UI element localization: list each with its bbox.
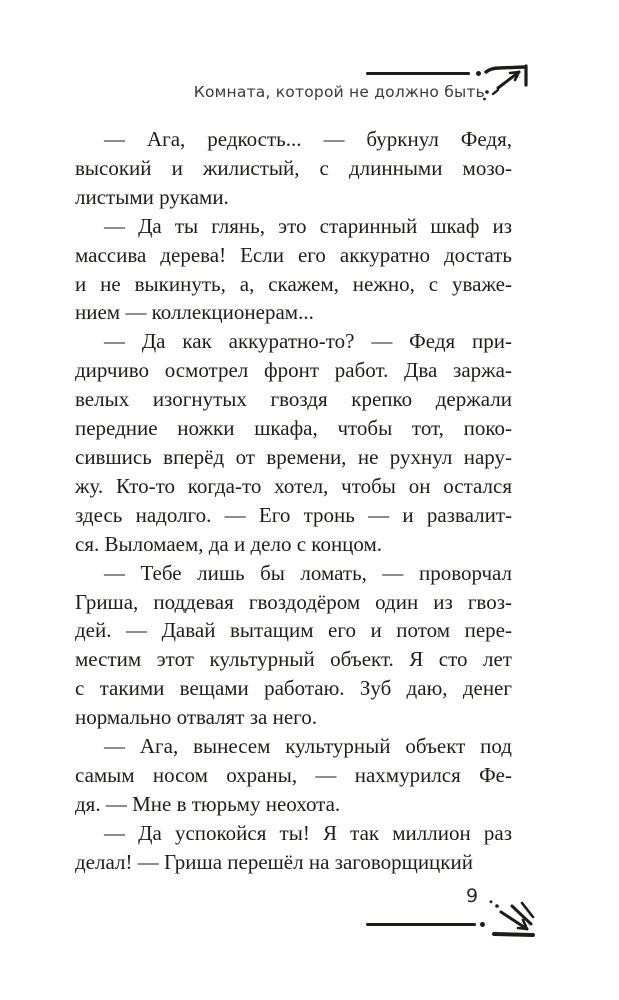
text-line: листыми руками.	[75, 184, 229, 209]
text-line: — Ага, редкость... — буркнул Федя,	[104, 127, 512, 151]
text-line: дей. — Давай вытащим его и потом пере-	[75, 618, 512, 643]
paragraph	[75, 819, 512, 877]
text-line: нормально отвалят за него.	[75, 705, 317, 730]
arrow-burst-up-right-icon	[483, 61, 530, 101]
text-line: велых изогнутых гвоздя крепко держали	[75, 387, 512, 412]
text-line: — Тебе лишь бы ломать, — проворчал	[104, 560, 512, 585]
text-line: самым носом охраны, — нахмурился Фе-	[75, 762, 512, 787]
text-line: жу. Кто-то когда-то хотел, чтобы он остался	[75, 473, 512, 498]
text-line: делал! — Гриша перешёл на заговорщицкий	[75, 849, 473, 874]
text-line: высокий и жилистый, с длинными мозо-	[75, 155, 512, 180]
header-rule	[366, 72, 470, 75]
page-number: 9	[466, 885, 479, 907]
text-line: — Да успокойся ты! Я так миллион раз	[104, 820, 512, 845]
header-rule-dot	[476, 71, 481, 76]
text-line: — Ага, вынесем культурный объект под	[104, 734, 512, 759]
paragraph	[75, 732, 512, 819]
footer-rule	[366, 923, 476, 926]
text-line: — Да как аккуратно-то? — Федя при-	[104, 329, 512, 354]
footer-rule-dot	[480, 922, 485, 927]
text-line: местим этот культурный объект. Я сто лет	[75, 647, 512, 672]
text-line: дя. — Мне в тюрьму неохота.	[75, 791, 341, 816]
text-line: нием — коллекционерам...	[75, 300, 314, 325]
text-line: — Да ты глянь, это старинный шкаф из	[104, 213, 512, 238]
arrow-burst-down-right-icon	[489, 900, 537, 938]
text-line: ся. Выломаем, да и дело с концом.	[75, 531, 383, 556]
paragraph	[75, 559, 512, 732]
text-line: с такими вещами работаю. Зуб даю, денег	[75, 676, 512, 701]
text-line: массива дерева! Если его аккуратно достать	[75, 242, 512, 267]
text-line: здесь надолго. — Его тронь — и развалит-	[75, 502, 512, 527]
text-line: Гриша, поддевая гвоздодёром один из гвоз-	[75, 589, 512, 614]
paragraph	[75, 212, 512, 328]
text-line: передние ножки шкафа, чтобы тот, поко-	[75, 416, 512, 441]
paragraph	[75, 327, 512, 558]
text-line: сившись вперёд от времени, не рухнул нару-	[75, 444, 512, 469]
text-line: дирчиво осмотрел фронт работ. Два заржа-	[75, 358, 512, 383]
text-line: и не выкинуть, а, скажем, нежно, с уваже-	[75, 271, 512, 296]
running-title: Комната, которой не должно быть	[193, 83, 485, 101]
paragraph	[75, 125, 512, 212]
body-text	[75, 125, 512, 877]
